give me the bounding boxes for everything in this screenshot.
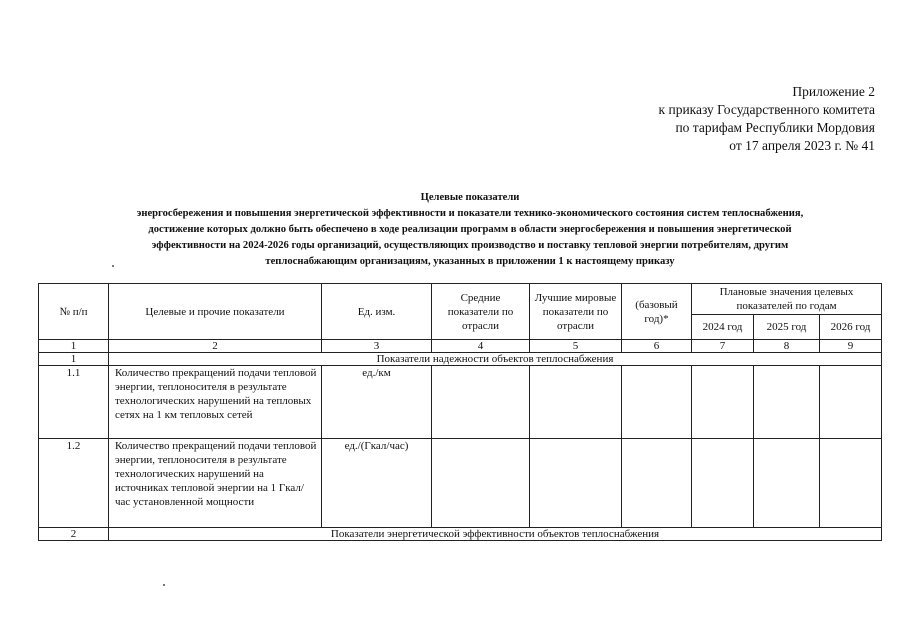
header-year-2024: 2024 год: [692, 315, 754, 340]
row-indicator: Количество прекращений подачи тепловой энергии, теплоносителя в результате технологических нарушений на источниках тепловой энергии на 1 Гкал/час установленной мощности: [109, 439, 322, 528]
empty-cell: [432, 439, 530, 528]
col-number: 3: [322, 340, 432, 353]
header-unit: Ед. изм.: [322, 284, 432, 340]
appendix-block: [455, 83, 875, 155]
scan-speck: [163, 584, 165, 586]
section-num: 1: [39, 353, 109, 366]
col-number: 5: [530, 340, 622, 353]
header-avg: Средние показатели по отрасли: [432, 284, 530, 340]
appendix-title: Приложение 2: [792, 84, 875, 99]
header-num: № п/п: [39, 284, 109, 340]
col-number: 9: [820, 340, 882, 353]
col-number: 4: [432, 340, 530, 353]
row-num: 1.1: [39, 366, 109, 439]
empty-cell: [530, 366, 622, 439]
header-indicators: Целевые и прочие показатели: [109, 284, 322, 340]
header-planned: Плановые значения целевых показателей по годам: [692, 284, 882, 315]
header-base-year: (базовый год)*: [622, 284, 692, 340]
empty-cell: [692, 439, 754, 528]
heading-line-4: теплоснабжающим организациям, указанных в приложении 1 к настоящему приказу: [265, 256, 675, 267]
empty-cell: [692, 366, 754, 439]
table-row: [39, 366, 882, 439]
heading-line-3: эффективности на 2024-2026 годы организаций, осуществляющих производство и поставку тепловой энергии потребителям, другим: [151, 240, 789, 251]
header-best: Лучшие мировые показатели по отрасли: [530, 284, 622, 340]
col-number: 1: [39, 340, 109, 353]
row-unit: ед./км: [322, 366, 432, 439]
section-title: Показатели надежности объектов теплоснабжения: [109, 353, 882, 366]
empty-cell: [820, 439, 882, 528]
col-number: 7: [692, 340, 754, 353]
row-unit: ед./(Гкал/час): [322, 439, 432, 528]
col-number: 6: [622, 340, 692, 353]
section-title: Показатели энергетической эффективности объектов теплоснабжения: [109, 528, 882, 541]
header-year-2026: 2026 год: [820, 315, 882, 340]
section-row-reliability: [39, 353, 882, 366]
document-heading: [40, 190, 900, 270]
scan-speck: [112, 265, 114, 267]
appendix-date: от 17 апреля 2023 г. № 41: [729, 138, 875, 153]
row-indicator: Количество прекращений подачи тепловой энергии, теплоносителя в результате технологических нарушений на тепловых сетях на 1 км тепловых сетей: [109, 366, 322, 439]
header-year-2025: 2025 год: [754, 315, 820, 340]
heading-line-2: достижение которых должно быть обеспечено в ходе реализации программ в области энергосбережения и повышения энергетической: [148, 224, 792, 235]
heading-line-1: энергосбережения и повышения энергетической эффективности и показатели технико-экономического состояния систем теплоснабжения,: [136, 208, 804, 219]
empty-cell: [820, 366, 882, 439]
empty-cell: [432, 366, 530, 439]
col-number: 8: [754, 340, 820, 353]
empty-cell: [754, 439, 820, 528]
empty-cell: [530, 439, 622, 528]
appendix-order-ref: к приказу Государственного комитета: [658, 102, 875, 117]
empty-cell: [622, 439, 692, 528]
column-numbers-row: [39, 340, 882, 353]
table-row: [39, 439, 882, 528]
empty-cell: [622, 366, 692, 439]
section-num: 2: [39, 528, 109, 541]
appendix-authority: по тарифам Республики Мордовия: [675, 120, 875, 135]
empty-cell: [754, 366, 820, 439]
heading-title: Целевые показатели: [420, 192, 520, 203]
indicators-table: [38, 283, 882, 541]
table-header-row: [39, 284, 882, 315]
col-number: 2: [109, 340, 322, 353]
section-row-efficiency: [39, 528, 882, 541]
row-num: 1.2: [39, 439, 109, 528]
